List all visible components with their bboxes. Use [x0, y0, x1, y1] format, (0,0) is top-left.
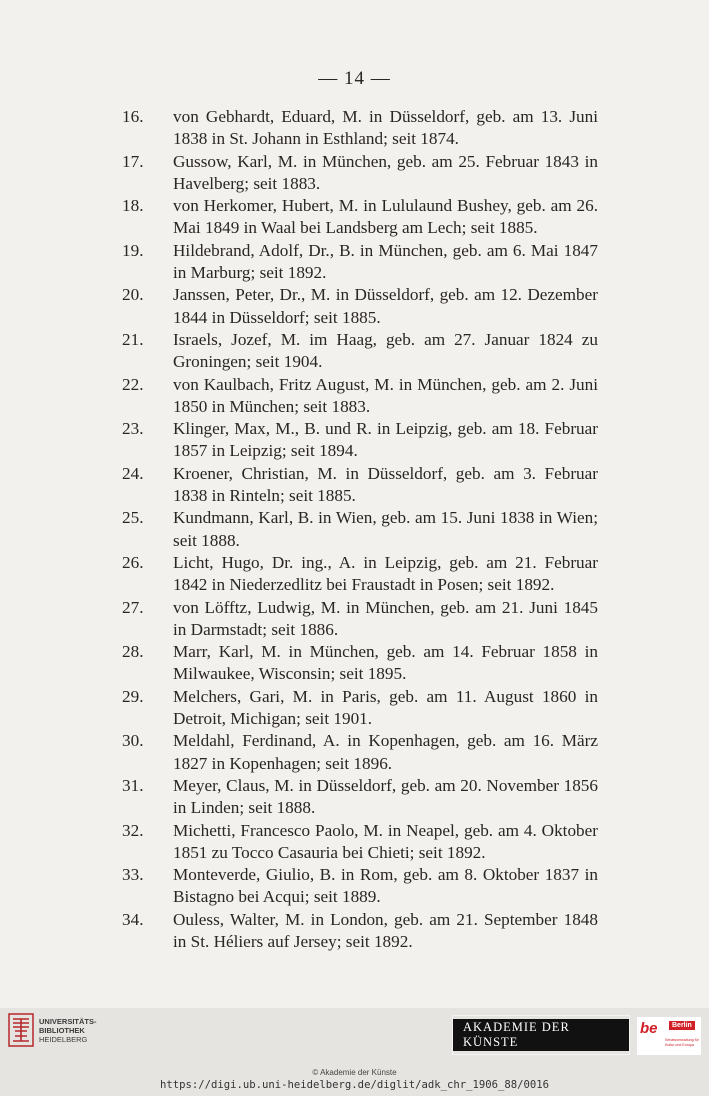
list-item [122, 240, 598, 285]
entry-number: 17. [122, 151, 144, 171]
entry-text: Kundmann, Karl, B. in Wien, geb. am 15. Juni 1838 in Wien; seit 1888. [173, 508, 598, 550]
entry-number: 27. [122, 597, 144, 617]
entry-number: 26. [122, 552, 144, 572]
copyright-notice: © Akademie der Künste [312, 1068, 397, 1077]
list-item [122, 775, 598, 820]
member-list [122, 106, 598, 953]
entry-number: 23. [122, 419, 144, 439]
entry-text: Klinger, Max, M., B. und R. in Leipzig, geb. am 18. Februar 1857 in Leipzig; seit 1894. [173, 419, 598, 461]
entry-text: Kroener, Christian, M. in Düsseldorf, geb. am 3. Februar 1838 in Rinteln; seit 1885. [173, 463, 598, 506]
entry-text: von Kaulbach, Fritz August, M. in München, geb. am 2. Juni 1850 in München; seit 1883. [173, 374, 598, 416]
akademie-logo[interactable] [452, 1019, 630, 1051]
university-library-logo-icon[interactable] [8, 1013, 34, 1047]
entry-number: 16. [122, 107, 144, 126]
list-item [122, 820, 598, 865]
entry-text: Janssen, Peter, Dr., M. in Düsseldorf, geb. am 12. Dezember 1844 in Düsseldorf; seit 1885. [173, 285, 598, 327]
entry-text: Monteverde, Giulio, B. in Rom, geb. am 8. Oktober 1837 in Bistagno bei Acqui; seit 1889. [173, 865, 598, 907]
entry-number: 24. [122, 463, 144, 483]
entry-number: 33. [122, 865, 144, 885]
entry-text: Michetti, Francesco Paolo, M. in Neapel, geb. am 4. Oktober 1851 zu Tocco Casauria bei Chieti; seit 1892. [173, 820, 598, 862]
list-item [122, 195, 598, 240]
entry-number: 28. [122, 642, 144, 662]
list-item [122, 106, 598, 151]
entry-text: Melchers, Gari, M. in Paris, geb. am 11. August 1860 in Detroit, Michigan; seit 1901. [173, 686, 598, 729]
list-item [122, 909, 598, 954]
entry-text: Ouless, Walter, M. in London, geb. am 21. September 1848 in St. Héliers auf Jersey; seit 1892. [173, 909, 598, 951]
entry-text: Israels, Jozef, M. im Haag, geb. am 27. Januar 1824 zu Groningen; seit 1904. [173, 329, 598, 372]
berlin-subtitle: Senatsverwaltung für Kultur und Europa [665, 1038, 699, 1047]
list-item [122, 507, 598, 552]
entry-text: Meldahl, Ferdinand, A. in Kopenhagen, geb. am 16. März 1827 in Kopenhagen; seit 1896. [173, 731, 598, 773]
list-item [122, 730, 598, 775]
permalink-url[interactable]: https://digi.ub.uni-heidelberg.de/diglit/adk_chr_1906_88/0016 [159, 1079, 550, 1091]
entry-number: 19. [122, 240, 144, 260]
entry-text: Gussow, Karl, M. in München, geb. am 25. Februar 1843 in Havelberg; seit 1883. [173, 151, 598, 193]
akademie-label: AKADEMIE DER KÜNSTE [452, 1015, 630, 1055]
list-item [122, 418, 598, 463]
entry-number: 29. [122, 686, 144, 706]
entry-text: von Gebhardt, Eduard, M. in Düsseldorf, geb. am 13. Juni 1838 in St. Johann in Esthland; seit 1874. [173, 107, 598, 149]
list-item [122, 374, 598, 419]
entry-text: Hildebrand, Adolf, Dr., B. in München, geb. am 6. Mai 1847 in Marburg; seit 1892. [173, 240, 598, 283]
list-item [122, 864, 598, 909]
entry-number: 20. [122, 285, 144, 305]
list-item [122, 151, 598, 196]
entry-text: von Herkomer, Hubert, M. in Lululaund Bushey, geb. am 26. Mai 1849 in Waal bei Landsberg am Lech; seit 1885. [173, 196, 598, 238]
entry-number: 34. [122, 909, 144, 929]
page-number: — 14 — [318, 68, 391, 89]
entry-number: 22. [122, 374, 144, 394]
entry-text: von Löfftz, Ludwig, M. in München, geb. am 21. Juni 1845 in Darmstadt; seit 1886. [173, 597, 598, 639]
entry-number: 31. [122, 775, 144, 795]
list-item [122, 284, 598, 329]
list-item [122, 686, 598, 731]
ub-line: UNIVERSITÄTS- [39, 1017, 97, 1026]
berlin-logo[interactable] [637, 1017, 701, 1055]
list-item [122, 329, 598, 374]
ub-line: BIBLIOTHEK [39, 1026, 85, 1035]
university-library-name[interactable] [39, 1017, 97, 1044]
berlin-be-mark: be [640, 1020, 658, 1037]
entry-text: Licht, Hugo, Dr. ing., A. in Leipzig, geb. am 21. Februar 1842 in Niederzedlitz bei Fraustadt in Posen; seit 1892. [173, 552, 598, 595]
entry-text: Marr, Karl, M. in München, geb. am 14. Februar 1858 in Milwaukee, Wisconsin; seit 1895. [173, 642, 598, 684]
entry-number: 18. [122, 196, 144, 216]
list-item [122, 552, 598, 597]
list-item [122, 641, 598, 686]
entry-number: 25. [122, 508, 144, 528]
list-item [122, 597, 598, 642]
entry-text: Meyer, Claus, M. in Düsseldorf, geb. am 20. November 1856 in Linden; seit 1888. [173, 775, 598, 818]
entry-number: 30. [122, 731, 144, 751]
ub-line: HEIDELBERG [39, 1035, 88, 1044]
entry-number: 32. [122, 820, 144, 840]
entry-number: 21. [122, 329, 144, 349]
berlin-tag: Berlin [669, 1021, 695, 1030]
list-item [122, 463, 598, 508]
